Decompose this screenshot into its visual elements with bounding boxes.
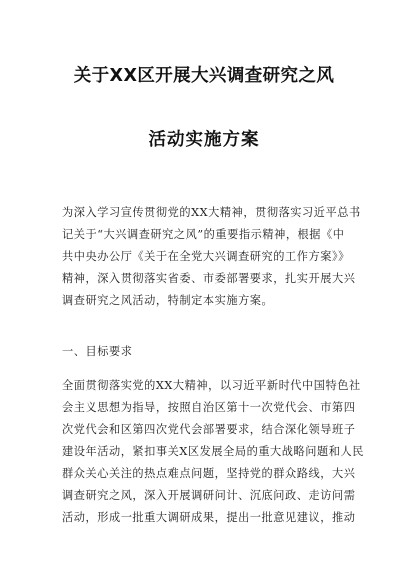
goals-paragraph: [62, 375, 364, 529]
text-line: 次党代会和区第四次党代会部署要求，结合深化领导班子: [62, 423, 356, 436]
text-line: 共中央办公厅《关于在全党大兴调查研究的工作方案》》: [62, 250, 350, 263]
text-line: 群众关心关注的热点难点问题，坚持党的群众路线，大兴: [62, 467, 356, 480]
text-line: 精神，深入贯彻落实省委、市委部署要求，扎实开展大兴: [62, 272, 356, 285]
intro-paragraph: [62, 202, 361, 312]
text-line: 调查研究之风，深入开展调研问计、沉底问政、走访问需: [62, 489, 356, 502]
section-heading-goals: 一、目标要求: [62, 345, 133, 358]
text-line: 会主义思想为指导，按照自治区第十一次党代会、市第四: [62, 401, 356, 414]
document-title-line-2: 活动实施方案: [148, 130, 260, 150]
text-line: 为深入学习宣传贯彻党的XX大精神，贯彻落实习近平总书: [62, 206, 361, 219]
text-line: 全面贯彻落实党的XX大精神，以习近平新时代中国特色社: [62, 379, 361, 392]
text-line: 记关于“大兴调查研究之风”的重要指示精神，根据《中: [62, 228, 345, 241]
document-title-line-1: 关于XX区开展大兴调查研究之风: [73, 66, 335, 86]
text-line: 活动，形成一批重大调研成果，提出一批意见建议，推动: [62, 511, 356, 524]
text-line: 建设年活动，紧扣事关X区发展全局的重大战略问题和人民: [62, 445, 364, 458]
text-line: 调查研究之风活动，特制定本实施方案。: [62, 294, 274, 307]
